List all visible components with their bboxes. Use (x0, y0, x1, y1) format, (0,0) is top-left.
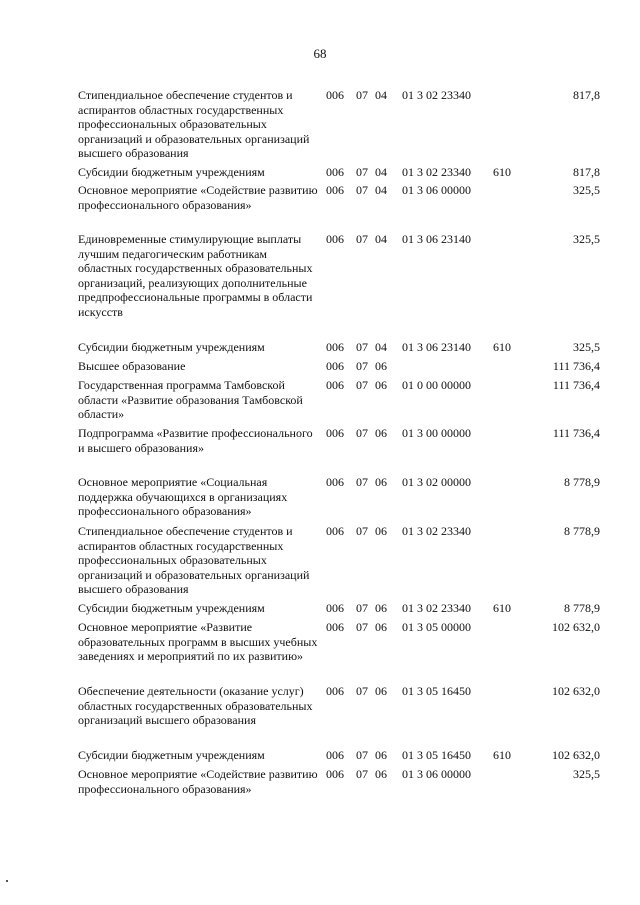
scan-speck (6, 880, 8, 882)
row-grbs: 006 (326, 426, 344, 440)
row-grbs: 006 (326, 684, 344, 698)
row-name: Основное мероприятие «Содействие развитию профессионального образования» (78, 767, 318, 796)
row-section: 07 (356, 165, 368, 179)
row-subsection: 06 (375, 684, 387, 698)
row-target: 01 3 02 23340 (402, 165, 471, 179)
row-vid: 610 (493, 748, 511, 762)
row-grbs: 006 (326, 340, 344, 354)
row-amount: 325,5 (573, 340, 600, 354)
row-subsection: 04 (375, 340, 387, 354)
row-target: 01 0 00 00000 (402, 378, 471, 392)
row-amount: 325,5 (573, 183, 600, 197)
row-subsection: 04 (375, 183, 387, 197)
page-number: 68 (313, 46, 327, 61)
row-grbs: 006 (326, 88, 344, 102)
row-subsection: 04 (375, 232, 387, 246)
row-section: 07 (356, 684, 368, 698)
row-grbs: 006 (326, 748, 344, 762)
row-amount: 111 736,4 (552, 378, 600, 392)
row-section: 07 (356, 340, 368, 354)
row-target: 01 3 02 23340 (402, 88, 471, 102)
row-target: 01 3 02 23340 (402, 601, 471, 615)
row-amount: 111 736,4 (552, 359, 600, 373)
row-name: Обеспечение деятельности (оказание услуг) областных государственных образовательных организаций высшего образования (78, 684, 313, 728)
row-amount: 102 632,0 (552, 748, 600, 762)
row-grbs: 006 (326, 378, 344, 392)
row-amount: 817,8 (573, 88, 600, 102)
row-grbs: 006 (326, 524, 344, 538)
row-section: 07 (356, 475, 368, 489)
row-grbs: 006 (326, 232, 344, 246)
row-section: 07 (356, 232, 368, 246)
row-target: 01 3 02 00000 (402, 475, 471, 489)
row-section: 07 (356, 767, 368, 781)
row-subsection: 06 (375, 748, 387, 762)
row-grbs: 006 (326, 165, 344, 179)
row-target: 01 3 05 16450 (402, 684, 471, 698)
row-target: 01 3 06 23140 (402, 232, 471, 246)
row-name: Единовременные стимулирующие выплаты лучшим педагогическим работникам областных государственных образовательных организаций, реализующих дополнительные предпрофессиональные программы в области искусств (78, 232, 313, 319)
row-subsection: 06 (375, 524, 387, 538)
row-subsection: 06 (375, 475, 387, 489)
row-amount: 325,5 (573, 232, 600, 246)
row-grbs: 006 (326, 620, 344, 634)
row-target: 01 3 06 23140 (402, 340, 471, 354)
row-amount: 817,8 (573, 165, 600, 179)
row-name: Основное мероприятие «Развитие образовательных программ в высших учебных заведениях и мероприятий по их развитию» (78, 620, 318, 664)
row-section: 07 (356, 524, 368, 538)
row-target: 01 3 05 16450 (402, 748, 471, 762)
row-section: 07 (356, 183, 368, 197)
row-subsection: 06 (375, 378, 387, 392)
row-amount: 325,5 (573, 767, 600, 781)
row-subsection: 04 (375, 88, 387, 102)
row-section: 07 (356, 88, 368, 102)
row-subsection: 04 (375, 165, 387, 179)
row-name: Субсидии бюджетным учреждениям (78, 165, 265, 179)
row-vid: 610 (493, 601, 511, 615)
row-amount: 102 632,0 (552, 684, 600, 698)
row-section: 07 (356, 601, 368, 615)
row-grbs: 006 (326, 767, 344, 781)
row-subsection: 06 (375, 359, 387, 373)
row-amount: 102 632,0 (552, 620, 600, 634)
row-amount: 8 778,9 (564, 475, 600, 489)
row-target: 01 3 06 00000 (402, 767, 471, 781)
row-name: Субсидии бюджетным учреждениям (78, 340, 265, 354)
row-subsection: 06 (375, 767, 387, 781)
row-amount: 8 778,9 (564, 524, 600, 538)
row-grbs: 006 (326, 475, 344, 489)
row-grbs: 006 (326, 601, 344, 615)
row-name: Основное мероприятие «Содействие развитию профессионального образования» (78, 183, 318, 212)
row-target: 01 3 05 00000 (402, 620, 471, 634)
row-amount: 8 778,9 (564, 601, 600, 615)
row-section: 07 (356, 426, 368, 440)
row-grbs: 006 (326, 183, 344, 197)
row-name: Субсидии бюджетным учреждениям (78, 748, 265, 762)
row-name: Стипендиальное обеспечение студентов и аспирантов областных государственных профессиональных образовательных организаций и образовательных организаций высшего образования (78, 88, 310, 161)
row-name: Субсидии бюджетным учреждениям (78, 601, 265, 615)
row-target: 01 3 06 00000 (402, 183, 471, 197)
row-name: Высшее образование (78, 359, 186, 373)
row-target: 01 3 00 00000 (402, 426, 471, 440)
row-section: 07 (356, 748, 368, 762)
row-name: Основное мероприятие «Социальная поддержка обучающихся в организациях профессионального образования» (78, 475, 288, 519)
row-subsection: 06 (375, 601, 387, 615)
row-subsection: 06 (375, 426, 387, 440)
row-section: 07 (356, 378, 368, 392)
row-section: 07 (356, 359, 368, 373)
row-vid: 610 (493, 340, 511, 354)
row-subsection: 06 (375, 620, 387, 634)
row-name: Подпрограмма «Развитие профессионального и высшего образования» (78, 426, 313, 455)
row-target: 01 3 02 23340 (402, 524, 471, 538)
row-grbs: 006 (326, 359, 344, 373)
row-name: Стипендиальное обеспечение студентов и аспирантов областных государственных профессиональных образовательных организаций и образовательных организаций высшего образования (78, 524, 310, 597)
row-name: Государственная программа Тамбовской области «Развитие образования Тамбовской области» (78, 378, 303, 422)
row-amount: 111 736,4 (552, 426, 600, 440)
row-vid: 610 (493, 165, 511, 179)
row-section: 07 (356, 620, 368, 634)
